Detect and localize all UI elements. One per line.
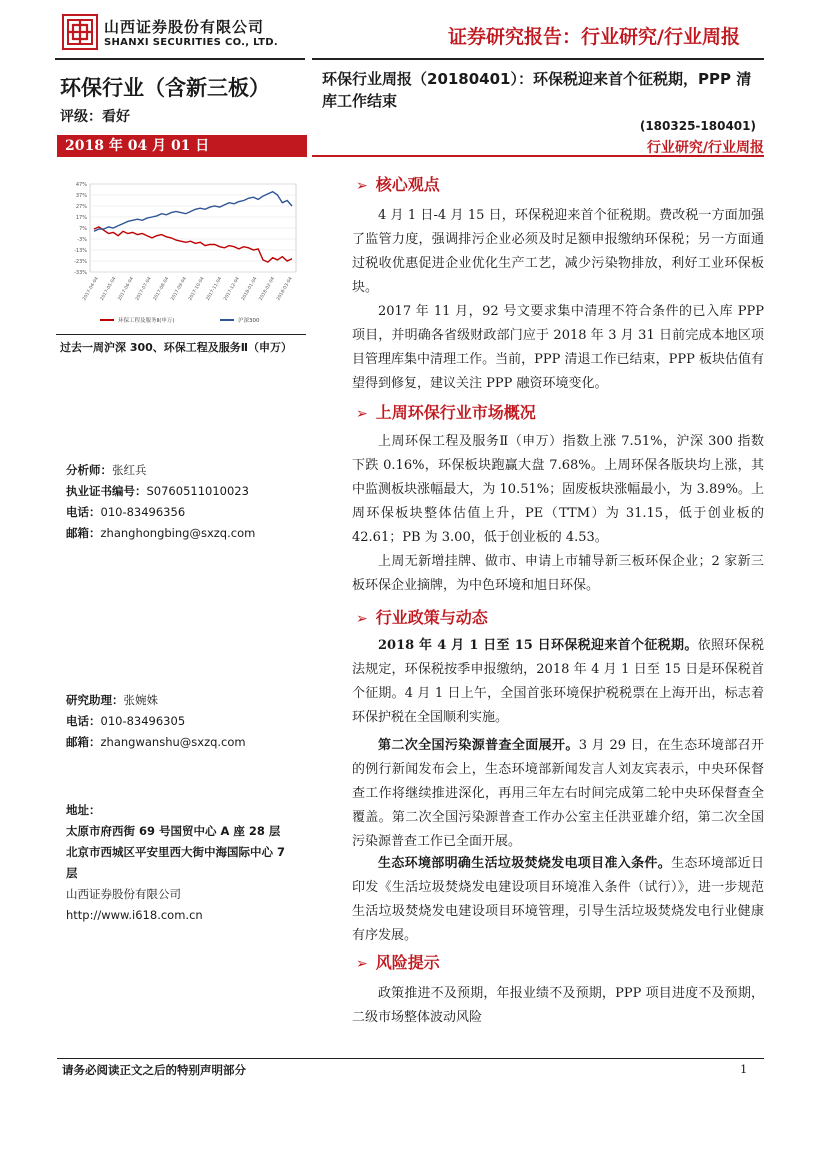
assistant-name: 张婉姝 xyxy=(123,693,158,707)
company-website[interactable]: http://www.i618.com.cn xyxy=(66,908,203,922)
analyst-info xyxy=(66,460,255,544)
y-tick-label: -3% xyxy=(77,237,87,243)
assistant-phone-label: 电话： xyxy=(66,714,101,728)
assistant-name-label: 研究助理： xyxy=(66,693,124,707)
section-heading-core-text: 核心观点 xyxy=(375,175,440,194)
market-paragraph-1: 上周环保工程及服务Ⅱ（申万）指数上涨 7.51%，沪深 300 指数下跌 0.16%，环保板块跑赢大盘 7.68%。上周环保各版块均上涨，其中监测板块涨幅最大，为 10.51%；固废板块涨幅最小，为 3.89%。上周环保板块整体估值上升，PE（TTM）为 31.15，低于创业板的 42.61；PB 为 3.00，低于创业板的 4.53。 xyxy=(352,434,764,545)
x-tick-label: 2017-10-04 xyxy=(188,276,206,302)
report-date: 2018 年 04 月 01 日 xyxy=(57,135,307,157)
chevron-right-icon: ➢ xyxy=(356,611,368,627)
section-heading-market xyxy=(356,400,536,423)
policy-paragraph-1-body: 依照环保税法规定，环保税按季申报缴纳，2018 年 4 月 1 日至 15 日是环保税首个征期。4 月 1 日上午，全国首张环境保护税税票在上海开出，标志着环保护税在全国顺利实施。 xyxy=(352,638,764,725)
analyst-email-label: 邮箱： xyxy=(66,526,101,540)
report-title: 环保行业周报（20180401）：环保税迎来首个征税期，PPP 清库工作结束 xyxy=(322,70,752,110)
chart-caption: 过去一周沪深 300、环保工程及服务Ⅱ（申万） xyxy=(60,341,293,354)
chevron-right-icon: ➢ xyxy=(356,178,368,194)
series-line-env xyxy=(94,227,292,262)
policy-paragraph-2-lead: 第二次全国污染源普查全面展开。 xyxy=(378,738,579,753)
x-tick-label: 2018-02-04 xyxy=(258,276,277,302)
legend-label: 环保工程及服务Ⅱ(申万) xyxy=(118,318,175,324)
performance-chart-svg xyxy=(56,170,306,332)
x-tick-label: 2018-03-04 xyxy=(276,276,294,302)
analyst-cert-label: 执业证书编号： xyxy=(66,484,147,498)
x-tick-label: 2017-07-04 xyxy=(135,276,153,302)
section-heading-risk-text: 风险提示 xyxy=(375,953,440,972)
core-paragraph-2: 2017 年 11 月，92 号文要求集中清理不符合条件的已入库 PPP 项目，并明确各省级财政部门应于 2018 年 3 月 31 日前完成本地区项目管理库集中清理工作。当前，PPP 清退工作已结束，PPP 板块估值有望得到修复，建议关注 PPP 融资环境变化。 xyxy=(352,304,764,391)
sector-title: 环保行业（含新三板） xyxy=(60,76,270,100)
section-heading-policy xyxy=(356,605,488,628)
address-line-1: 太原市府西街 69 号国贸中心 A 座 28 层 xyxy=(66,824,281,838)
x-tick-label: 2017-04-04 xyxy=(82,276,100,302)
page-number: 1 xyxy=(740,1062,748,1076)
header-divider-right xyxy=(312,58,764,60)
report-type: 证券研究报告：行业研究/行业周报 xyxy=(448,26,740,48)
assistant-email-label: 邮箱： xyxy=(66,735,101,749)
policy-paragraph-2-body: 3 月 29 日，在生态环境部召开的例行新闻发布会上，生态环境部新闻发言人刘友宾表示，中央环保督查工作将继续推进深化，再用三年左右时间完成第二轮中央环保督查全覆盖。第二次全国污染源普查工作办公室主任洪亚雄介绍，第二次全国污染源普查工作已全面开展。 xyxy=(352,738,764,849)
section-heading-risk xyxy=(356,950,440,973)
assistant-phone: 010-83496305 xyxy=(100,714,186,728)
address-line-2: 北京市西城区平安里西大街中海国际中心 7 层 xyxy=(66,845,286,880)
analyst-name-label: 分析师： xyxy=(66,463,112,477)
disclaimer-note: 请务必阅读正文之后的特别声明部分 xyxy=(62,1063,246,1077)
analyst-phone-label: 电话： xyxy=(66,505,101,519)
assistant-email[interactable]: zhangwanshu@sxzq.com xyxy=(100,735,246,749)
legend-label: 沪深300 xyxy=(238,318,260,324)
x-tick-label: 2017-11-04 xyxy=(205,276,224,302)
company-logo xyxy=(62,14,98,50)
y-tick-label: 37% xyxy=(75,193,87,199)
chevron-right-icon: ➢ xyxy=(356,406,368,422)
section-heading-core xyxy=(356,172,440,195)
core-paragraph-1: 4 月 1 日-4 月 15 日，环保税迎来首个征税期。费改税一方面加强了监管力度，强调排污企业必须及时足额申报缴纳环保税；另一方面通过税收优惠促进企业优化生产工艺，减少污染物排放，利好工业环保板块。 xyxy=(352,208,764,295)
logo-seal-icon xyxy=(62,14,98,50)
policy-paragraph-1 xyxy=(352,634,764,730)
x-tick-label: 2017-09-04 xyxy=(170,276,188,302)
series-line-hs300 xyxy=(94,192,292,232)
analyst-email[interactable]: zhanghongbing@sxzq.com xyxy=(100,526,256,540)
report-period: (180325-180401) xyxy=(639,119,756,133)
policy-paragraph-2 xyxy=(352,734,764,854)
analyst-phone: 010-83496356 xyxy=(100,505,186,519)
address-label: 地址： xyxy=(66,803,101,817)
section-heading-market-text: 上周环保行业市场概况 xyxy=(375,403,536,422)
address-info xyxy=(66,800,292,926)
address-company: 山西证券股份有限公司 xyxy=(66,887,181,901)
x-tick-label: 2017-05-04 xyxy=(99,276,118,302)
y-tick-label: 27% xyxy=(75,204,87,210)
policy-paragraph-3-body: 生态环境部近日印发《生活垃圾焚烧发电建设项目环境准入条件（试行）》，进一步规范生活垃圾焚烧发电建设项目环境管理，引导生活垃圾焚烧发电行业健康有序发展。 xyxy=(352,856,764,943)
y-tick-label: -33% xyxy=(74,270,87,276)
policy-paragraph-3-lead: 生态环境部明确生活垃圾焚烧发电项目准入条件。 xyxy=(378,856,672,871)
company-name-en: SHANXI SECURITIES CO., LTD. xyxy=(104,37,278,48)
risk-paragraph: 政策推进不及预期，年报业绩不及预期，PPP 项目进度不及预期，二级市场整体波动风险 xyxy=(352,986,764,1025)
footer-divider xyxy=(57,1058,764,1059)
analyst-name: 张红兵 xyxy=(112,463,147,477)
y-tick-label: -13% xyxy=(74,248,87,254)
chart-caption-divider xyxy=(56,334,306,335)
chevron-right-icon: ➢ xyxy=(356,956,368,972)
rating: 评级：看好 xyxy=(60,109,130,125)
assistant-info xyxy=(66,690,246,753)
policy-paragraph-1-lead: 2018 年 4 月 1 日至 15 日环保税迎来首个征税期。 xyxy=(378,638,698,653)
analyst-cert: S0760511010023 xyxy=(146,484,249,498)
performance-chart xyxy=(56,170,306,332)
header-divider-left xyxy=(55,58,305,60)
market-paragraph-2: 上周无新增挂牌、做市、申请上市辅导新三板环保企业；2 家新三板环保企业摘牌，为中色环境和旭日环保。 xyxy=(352,554,764,593)
x-tick-label: 2017-08-04 xyxy=(152,276,171,302)
y-tick-label: -23% xyxy=(74,259,87,265)
y-tick-label: 47% xyxy=(75,182,87,188)
report-category: 行业研究/行业周报 xyxy=(646,140,764,156)
policy-paragraph-3 xyxy=(352,852,764,948)
y-tick-label: 17% xyxy=(75,215,87,221)
x-tick-label: 2018-01-04 xyxy=(241,276,259,302)
x-tick-label: 2017-12-04 xyxy=(223,276,241,302)
x-tick-label: 2017-06-04 xyxy=(117,276,136,302)
section-heading-policy-text: 行业政策与动态 xyxy=(375,608,488,627)
y-tick-label: 7% xyxy=(79,226,87,232)
company-name-cn: 山西证券股份有限公司 xyxy=(104,18,265,36)
